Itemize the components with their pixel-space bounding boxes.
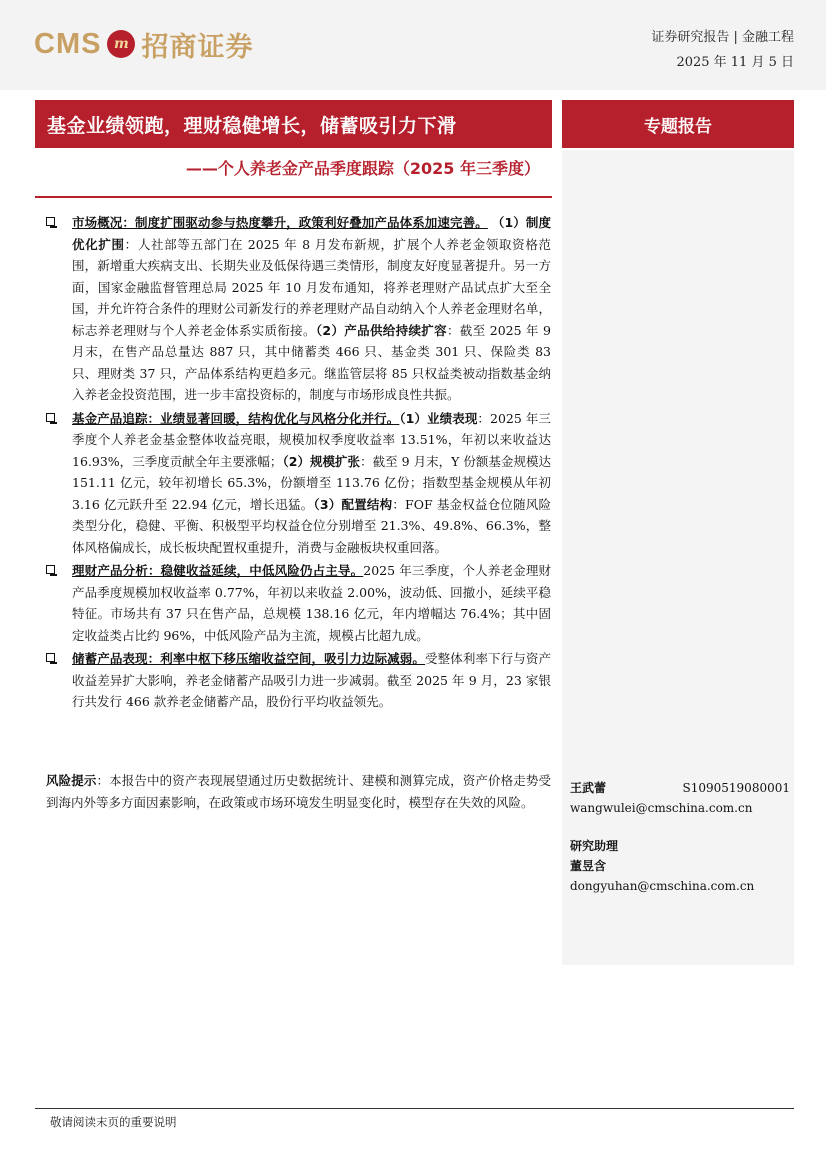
summary-content [46,212,551,715]
checkbox-bullet-icon [46,413,55,422]
assistant-email[interactable]: dongyuhan@cmschina.com.cn [570,879,755,893]
analyst-name: 王武蕾 [570,781,607,795]
report-tag [562,100,794,148]
cms-logo [34,24,253,64]
summary-bullet-wealth [46,560,551,646]
footer-divider [35,1108,794,1109]
analyst-info [570,778,790,818]
bullet-heading: 储蓄产品表现：利率中枢下移压缩收益空间，吸引力边际减弱。 [72,651,426,666]
checkbox-bullet-icon [46,653,55,662]
assistant-label: 研究助理 [570,839,619,853]
logo-cms-text: CMS [34,27,102,60]
assistant-name: 董昱含 [570,859,607,873]
risk-warning [46,770,551,813]
analyst-license: S1090519080001 [682,781,790,795]
report-type: 证券研究报告 | 金融工程 [651,30,794,45]
bullet-subheading: （1）制度优化扩围 [72,215,551,252]
report-date: 2025 年 11 月 5 日 [676,55,794,70]
bullet-subheading: （2）规模扩张 [282,453,361,469]
footer-note: 敬请阅读末页的重要说明 [50,1115,177,1129]
checkbox-bullet-icon [46,217,55,226]
bullet-heading: 市场概况：制度扩围驱动参与热度攀升，政策利好叠加产品体系加速完善。 [72,215,488,230]
bullet-subheading: （1）业绩表现 [399,410,478,426]
risk-label: 风险提示 [46,773,97,788]
analyst-email[interactable]: wangwulei@cmschina.com.cn [570,801,753,815]
logo-badge-icon: m [107,30,135,58]
bullet-heading: 理财产品分析：稳健收益延续，中低风险仍占主导。 [72,563,364,578]
assistant-info [570,836,790,896]
page-title: 基金业绩领跑，理财稳健增长，储蓄吸引力下滑 [47,114,457,137]
page-subtitle: ——个人养老金产品季度跟踪（2025 年三季度） [185,159,540,178]
title-banner [35,100,552,148]
bullet-text: ：截至 2025 年 9 月末，在售产品总量达 887 只，其中储蓄类 466 只、基金类 301 只、保险类 83 只、理财类 37 只，产品体系结构更趋多元。继监管层将 85 只权益类被动指数基金纳入养老金投资范围，进一步丰富投资标的，制度与市场形成良性共振。 [72,322,551,402]
summary-bullet-savings [46,648,551,713]
summary-bullet-market [46,212,551,406]
bullet-heading: 基金产品追踪：业绩显著回暖，结构优化与风格分化并行。 [72,410,400,426]
bullet-text: 受整体利率下行与资产收益差异扩大影响，养老金储蓄产品吸引力进一步减弱。截至 2025 年 9 月，23 家银行共发行 466 款养老金储蓄产品，股份行平均收益领先。 [72,651,551,709]
page-header [0,0,826,90]
checkbox-bullet-icon [46,565,55,574]
bullet-subheading: （3）配置结构 [313,496,393,512]
bullet-subheading: （2）产品供给持续扩容 [315,322,447,338]
bullet-text: 2025 年三季度，个人养老金理财产品季度规模加权收益率 0.77%，年初以来收益 2.00%，波动低、回撤小，延续平稳特征。市场共有 37 只在售产品，总规模 138.16 亿元，年内增幅达 76.4%；其中固定收益类占比约 96%，中低风险产品为主流，规模占比超九成。 [72,563,551,643]
title-divider [35,196,552,198]
logo-cn-text: 招商证券 [141,31,254,63]
report-tag-label: 专题报告 [644,116,712,137]
summary-bullet-fund [46,408,551,559]
bullet-text: ：2025 年三季度个人养老金基金整体收益亮眼，规模加权季度收益率 13.51%，年初以来收益达 16.93%，三季度贡献全年主要涨幅； [72,410,551,469]
risk-text: ：本报告中的资产表现展望通过历史数据统计、建模和测算完成，资产价格走势受到海内外等多方面因素影响，在政策或市场环境发生明显变化时，模型存在失效的风险。 [46,773,551,810]
bullet-text: ：人社部等五部门在 2025 年 8 月发布新规，扩展个人养老金领取资格范围，新增重大疾病支出、长期失业及低保待遇三类情形，制度友好度显著提升。另一方面，国家金融监督管理总局 2025 年 10 月发布通知，将养老理财产品试点扩大至全国，并允许符合条件的理财公司新发行的养老理财产品自动纳入个人养老金理财名单，标志养老理财与个人养老金体系实质衔接。 [72,236,551,338]
bullet-text: ：FOF 基金权益仓位随风险类型分化，稳健、平衡、积极型平均权益仓位分别增至 21.3%、49.8%、66.3%，整体风格偏成长，成长板块配置权重提升，消费与金融板块权重回落。 [72,496,551,555]
bullet-text: ：截至 9 月末，Y 份额基金规模达 151.11 亿元，较年初增长 65.3%，份额增至 113.76 亿份；指数型基金规模从年初 3.16 亿元跃升至 22.94 亿元，增长迅猛。 [72,453,551,512]
